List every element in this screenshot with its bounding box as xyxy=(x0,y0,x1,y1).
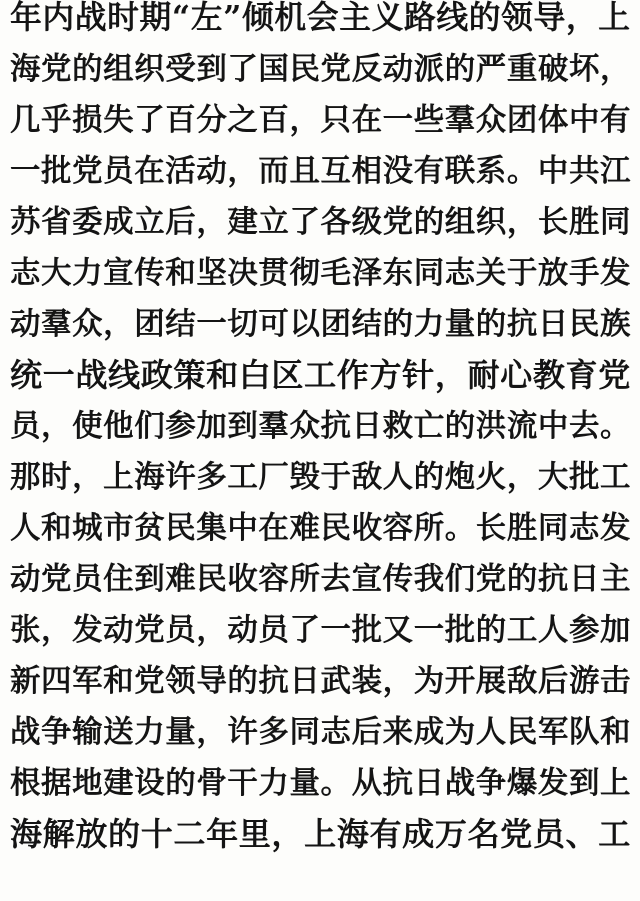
text-line-1: 年内战时期“左”倾机会主义路线的领导，上 xyxy=(10,0,631,36)
text-line-4: 一批党员在活动，而且互相没有联系。中共江 xyxy=(10,153,632,189)
text-line-13: 张，发动党员，动员了一批又一批的工人参加 xyxy=(10,612,632,648)
text-line-12: 动党员住到难民收容所去宣传我们党的抗日主 xyxy=(10,561,632,597)
text-line-16: 根据地建设的骨干力量。从抗日战争爆发到上 xyxy=(10,765,632,801)
text-line-7: 动羣众，团结一切可以团结的力量的抗日民族 xyxy=(10,306,632,342)
text-line-2: 海党的组织受到了国民党反动派的严重破坏， xyxy=(10,51,632,87)
text-line-10: 那时，上海许多工厂毁于敌人的炮火，大批工 xyxy=(10,459,632,495)
text-line-9: 员，使他们参加到羣众抗日救亡的洪流中去。 xyxy=(10,408,632,444)
body-text xyxy=(10,0,634,860)
text-line-17: 海解放的十二年里，上海有成万名党员、工 xyxy=(10,815,631,853)
text-line-3: 几乎损失了百分之百，只在一些羣众团体中有 xyxy=(10,102,632,138)
text-line-14: 新四军和党领导的抗日武装，为开展敌后游击 xyxy=(10,663,632,699)
text-line-11: 人和城市贫民集中在难民收容所。长胜同志发 xyxy=(10,510,632,546)
text-line-8: 统一战线政策和白区工作方针，耐心教育党 xyxy=(10,356,631,394)
text-line-6: 志大力宣传和坚决贯彻毛泽东同志关于放手发 xyxy=(10,255,632,291)
text-line-5: 苏省委成立后，建立了各级党的组织，长胜同 xyxy=(10,204,632,240)
text-line-15: 战争输送力量，许多同志后来成为人民军队和 xyxy=(10,714,632,750)
